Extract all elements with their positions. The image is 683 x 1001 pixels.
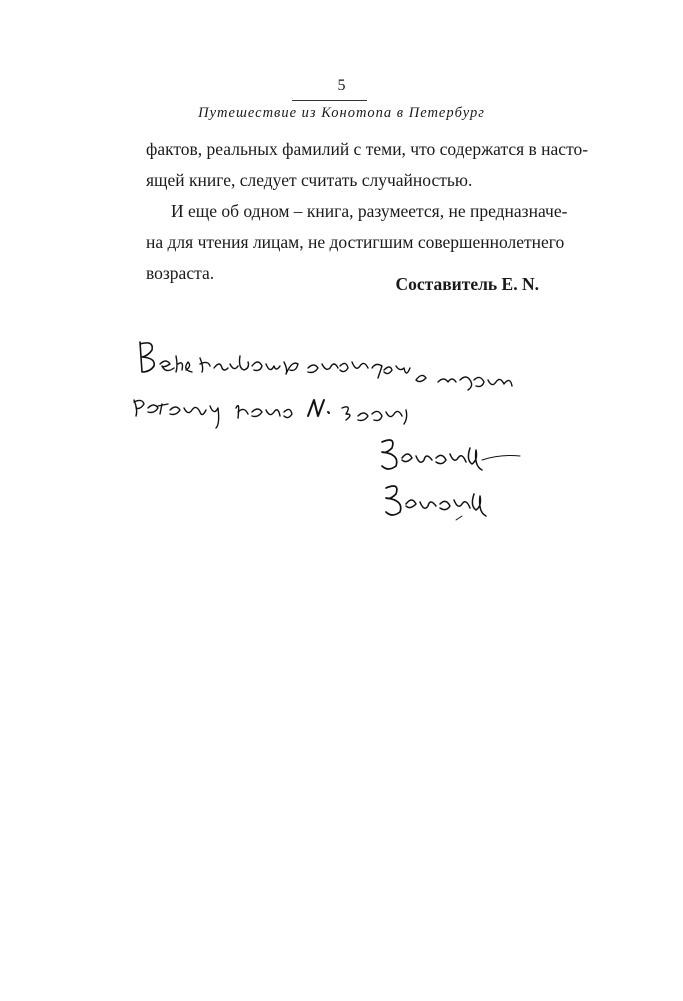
body-text <box>146 134 589 289</box>
running-title: Путешествие из Конотопа в Петербург <box>198 105 485 121</box>
paragraph-1-line-1: фактов, реальных фамилий с теми, что содержатся в насто- <box>146 139 589 159</box>
paragraph-2-line-1: И еще об одном – книга, разумеется, не предназначе- <box>171 201 568 221</box>
paragraph-2-line-2: на для чтения лицам, не достигшим совершеннолетнего <box>146 232 565 252</box>
handwritten-note <box>120 320 540 540</box>
page-number: 5 <box>337 77 346 94</box>
paragraph-2-line-3: возраста. <box>146 263 215 283</box>
handwritten-note-image <box>120 320 540 540</box>
header-rule <box>292 100 367 101</box>
compiler-signature: Составитель E. N. <box>395 274 539 294</box>
paragraph-1 <box>146 134 589 196</box>
paragraph-1-line-2: ящей книге, следует считать случайностью. <box>146 170 473 190</box>
